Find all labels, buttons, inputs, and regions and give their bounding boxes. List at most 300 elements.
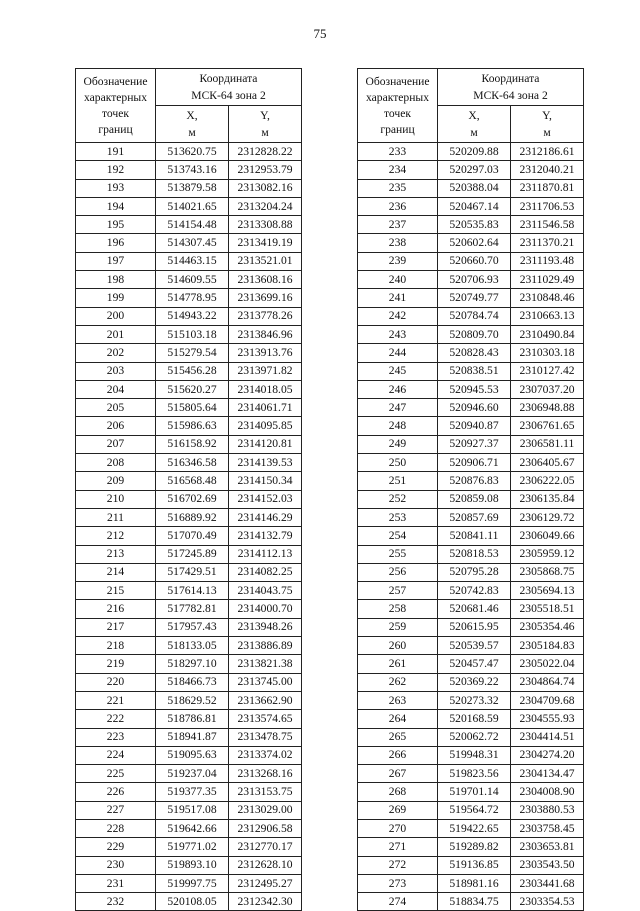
y-coordinate-cell: 2306761.65: [511, 417, 584, 435]
x-coordinate-cell: 516158.92: [156, 435, 229, 453]
x-coordinate-cell: 517070.49: [156, 527, 229, 545]
x-coordinate-cell: 518133.05: [156, 637, 229, 655]
x-coordinate-cell: 516568.48: [156, 472, 229, 490]
table-row: [358, 216, 584, 234]
y-coordinate-cell: 2313478.75: [229, 728, 302, 746]
y-coordinate-cell: 2304008.90: [511, 783, 584, 801]
point-number-cell: 246: [358, 380, 438, 398]
y-coordinate-cell: 2304709.68: [511, 691, 584, 709]
table-row: [358, 508, 584, 526]
x-coordinate-cell: 520681.46: [438, 600, 511, 618]
y-coordinate-cell: 2311029.49: [511, 271, 584, 289]
point-number-cell: 243: [358, 325, 438, 343]
x-coordinate-cell: 514307.45: [156, 234, 229, 252]
table-row: [76, 179, 302, 197]
x-coordinate-cell: 520945.53: [438, 380, 511, 398]
x-coordinate-cell: 520209.88: [438, 143, 511, 161]
x-coordinate-cell: 519642.66: [156, 819, 229, 837]
y-coordinate-cell: 2313821.38: [229, 655, 302, 673]
table-row: [76, 527, 302, 545]
point-number-cell: 249: [358, 435, 438, 453]
y-coordinate-cell: 2303441.68: [511, 874, 584, 892]
point-number-cell: 204: [76, 380, 156, 398]
y-coordinate-cell: 2304274.20: [511, 746, 584, 764]
point-number-cell: 227: [76, 801, 156, 819]
y-coordinate-cell: 2313374.02: [229, 746, 302, 764]
point-number-cell: 257: [358, 582, 438, 600]
y-coordinate-cell: 2313846.96: [229, 325, 302, 343]
x-coordinate-cell: 515805.64: [156, 399, 229, 417]
point-number-cell: 264: [358, 710, 438, 728]
point-number-cell: 244: [358, 344, 438, 362]
x-coordinate-cell: 519701.14: [438, 783, 511, 801]
x-coordinate-cell: 519377.35: [156, 783, 229, 801]
point-number-cell: 256: [358, 563, 438, 581]
point-number-cell: 250: [358, 454, 438, 472]
point-number-cell: 237: [358, 216, 438, 234]
table-row: [76, 380, 302, 398]
table-row: [76, 874, 302, 892]
point-number-cell: 233: [358, 143, 438, 161]
point-number-cell: 270: [358, 819, 438, 837]
table-row: [358, 490, 584, 508]
x-coordinate-cell: 520467.14: [438, 197, 511, 215]
point-number-cell: 262: [358, 673, 438, 691]
y-coordinate-cell: 2305518.51: [511, 600, 584, 618]
coordinates-table-right: [357, 68, 584, 911]
x-coordinate-cell: 515456.28: [156, 362, 229, 380]
y-coordinate-cell: 2305184.83: [511, 637, 584, 655]
x-coordinate-cell: 520749.77: [438, 289, 511, 307]
y-coordinate-cell: 2304555.93: [511, 710, 584, 728]
table-row: [76, 325, 302, 343]
x-coordinate-cell: 517245.89: [156, 545, 229, 563]
point-number-cell: 260: [358, 637, 438, 655]
point-number-cell: 202: [76, 344, 156, 362]
y-coordinate-cell: 2313886.89: [229, 637, 302, 655]
point-number-cell: 232: [76, 893, 156, 911]
y-coordinate-cell: 2313268.16: [229, 765, 302, 783]
table-row: [358, 783, 584, 801]
table-row: [76, 417, 302, 435]
y-coordinate-cell: 2305354.46: [511, 618, 584, 636]
table-row: [358, 435, 584, 453]
y-coordinate-cell: 2305959.12: [511, 545, 584, 563]
y-coordinate-cell: 2303653.81: [511, 838, 584, 856]
y-coordinate-cell: 2304864.74: [511, 673, 584, 691]
x-coordinate-cell: 517429.51: [156, 563, 229, 581]
table-row: [76, 143, 302, 161]
table-row: [358, 819, 584, 837]
point-number-cell: 261: [358, 655, 438, 673]
point-number-cell: 211: [76, 508, 156, 526]
point-number-cell: 210: [76, 490, 156, 508]
x-coordinate-cell: 520273.32: [438, 691, 511, 709]
table-row: [358, 307, 584, 325]
point-number-cell: 248: [358, 417, 438, 435]
table-row: [358, 856, 584, 874]
point-number-cell: 191: [76, 143, 156, 161]
point-number-cell: 219: [76, 655, 156, 673]
table-row: [358, 728, 584, 746]
point-number-cell: 229: [76, 838, 156, 856]
x-coordinate-cell: 520828.43: [438, 344, 511, 362]
y-coordinate-cell: 2303543.50: [511, 856, 584, 874]
point-number-cell: 255: [358, 545, 438, 563]
table-row: [76, 746, 302, 764]
x-coordinate-cell: 514943.22: [156, 307, 229, 325]
y-coordinate-cell: 2313699.16: [229, 289, 302, 307]
y-coordinate-cell: 2303880.53: [511, 801, 584, 819]
y-coordinate-cell: 2313971.82: [229, 362, 302, 380]
table-row: [358, 637, 584, 655]
point-number-cell: 265: [358, 728, 438, 746]
x-coordinate-cell: 518786.81: [156, 710, 229, 728]
table-row: [76, 197, 302, 215]
table-row: [76, 618, 302, 636]
x-coordinate-cell: 518834.75: [438, 893, 511, 911]
point-number-cell: 259: [358, 618, 438, 636]
y-coordinate-cell: 2305868.75: [511, 563, 584, 581]
point-number-cell: 222: [76, 710, 156, 728]
x-coordinate-cell: 520706.93: [438, 271, 511, 289]
y-coordinate-cell: 2304134.47: [511, 765, 584, 783]
point-number-cell: 214: [76, 563, 156, 581]
point-number-cell: 218: [76, 637, 156, 655]
y-coordinate-cell: 2312342.30: [229, 893, 302, 911]
table-row: [76, 362, 302, 380]
table-row: [76, 271, 302, 289]
x-coordinate-cell: 520946.60: [438, 399, 511, 417]
y-coordinate-cell: 2313204.24: [229, 197, 302, 215]
x-coordinate-cell: 516702.69: [156, 490, 229, 508]
point-number-cell: 273: [358, 874, 438, 892]
point-number-cell: 258: [358, 600, 438, 618]
header-y-label: Y, м: [229, 106, 302, 143]
y-coordinate-cell: 2306948.88: [511, 399, 584, 417]
x-coordinate-cell: 515986.63: [156, 417, 229, 435]
y-coordinate-cell: 2313419.19: [229, 234, 302, 252]
table-row: [76, 216, 302, 234]
x-coordinate-cell: 520906.71: [438, 454, 511, 472]
point-number-cell: 213: [76, 545, 156, 563]
x-coordinate-cell: 516346.58: [156, 454, 229, 472]
table-row: [358, 765, 584, 783]
point-number-cell: 241: [358, 289, 438, 307]
table-row: [76, 399, 302, 417]
x-coordinate-cell: 514609.55: [156, 271, 229, 289]
header-x-label: X, м: [438, 106, 511, 143]
point-number-cell: 268: [358, 783, 438, 801]
x-coordinate-cell: 520876.83: [438, 472, 511, 490]
table-row: [76, 472, 302, 490]
y-coordinate-cell: 2307037.20: [511, 380, 584, 398]
table-row: [358, 563, 584, 581]
x-coordinate-cell: 520838.51: [438, 362, 511, 380]
x-coordinate-cell: 513620.75: [156, 143, 229, 161]
x-coordinate-cell: 514154.48: [156, 216, 229, 234]
y-coordinate-cell: 2304414.51: [511, 728, 584, 746]
point-number-cell: 263: [358, 691, 438, 709]
y-coordinate-cell: 2314095.85: [229, 417, 302, 435]
point-number-cell: 225: [76, 765, 156, 783]
header-x-label: X, м: [156, 106, 229, 143]
table-row: [76, 454, 302, 472]
x-coordinate-cell: 519893.10: [156, 856, 229, 874]
table-row: [76, 783, 302, 801]
coordinates-table-left: [75, 68, 302, 911]
point-number-cell: 253: [358, 508, 438, 526]
point-number-cell: 274: [358, 893, 438, 911]
point-number-cell: 207: [76, 435, 156, 453]
point-number-cell: 230: [76, 856, 156, 874]
y-coordinate-cell: 2313574.65: [229, 710, 302, 728]
header-coordinate-title: Координата МСК-64 зона 2: [438, 69, 584, 106]
point-number-cell: 196: [76, 234, 156, 252]
table-row: [358, 600, 584, 618]
point-number-cell: 234: [358, 161, 438, 179]
y-coordinate-cell: 2310303.18: [511, 344, 584, 362]
x-coordinate-cell: 520927.37: [438, 435, 511, 453]
y-coordinate-cell: 2306581.11: [511, 435, 584, 453]
point-number-cell: 242: [358, 307, 438, 325]
table-row: [76, 637, 302, 655]
point-number-cell: 231: [76, 874, 156, 892]
x-coordinate-cell: 520940.87: [438, 417, 511, 435]
y-coordinate-cell: 2310848.46: [511, 289, 584, 307]
y-coordinate-cell: 2314120.81: [229, 435, 302, 453]
y-coordinate-cell: 2310127.42: [511, 362, 584, 380]
table-row: [76, 490, 302, 508]
x-coordinate-cell: 517782.81: [156, 600, 229, 618]
y-coordinate-cell: 2312906.58: [229, 819, 302, 837]
x-coordinate-cell: 520784.74: [438, 307, 511, 325]
x-coordinate-cell: 517957.43: [156, 618, 229, 636]
point-number-cell: 200: [76, 307, 156, 325]
table-body-left: [76, 143, 302, 911]
table-row: [358, 179, 584, 197]
table-row: [358, 545, 584, 563]
y-coordinate-cell: 2313948.26: [229, 618, 302, 636]
x-coordinate-cell: 515103.18: [156, 325, 229, 343]
table-row: [358, 655, 584, 673]
x-coordinate-cell: 519289.82: [438, 838, 511, 856]
x-coordinate-cell: 516889.92: [156, 508, 229, 526]
table-row: [358, 161, 584, 179]
table-row: [76, 728, 302, 746]
x-coordinate-cell: 519564.72: [438, 801, 511, 819]
y-coordinate-cell: 2314043.75: [229, 582, 302, 600]
y-coordinate-cell: 2310663.13: [511, 307, 584, 325]
table-row: [76, 765, 302, 783]
y-coordinate-cell: 2313745.00: [229, 673, 302, 691]
point-number-cell: 209: [76, 472, 156, 490]
table-row: [76, 252, 302, 270]
table-row: [76, 563, 302, 581]
y-coordinate-cell: 2311706.53: [511, 197, 584, 215]
x-coordinate-cell: 520388.04: [438, 179, 511, 197]
point-number-cell: 197: [76, 252, 156, 270]
x-coordinate-cell: 519237.04: [156, 765, 229, 783]
y-coordinate-cell: 2303758.45: [511, 819, 584, 837]
y-coordinate-cell: 2313662.90: [229, 691, 302, 709]
point-number-cell: 216: [76, 600, 156, 618]
point-number-cell: 236: [358, 197, 438, 215]
x-coordinate-cell: 520297.03: [438, 161, 511, 179]
table-row: [358, 252, 584, 270]
table-row: [358, 618, 584, 636]
point-number-cell: 193: [76, 179, 156, 197]
point-number-cell: 194: [76, 197, 156, 215]
table-row: [358, 527, 584, 545]
x-coordinate-cell: 519422.65: [438, 819, 511, 837]
x-coordinate-cell: 518941.87: [156, 728, 229, 746]
table-row: [358, 838, 584, 856]
point-number-cell: 205: [76, 399, 156, 417]
table-row: [76, 508, 302, 526]
x-coordinate-cell: 520168.59: [438, 710, 511, 728]
y-coordinate-cell: 2314139.53: [229, 454, 302, 472]
y-coordinate-cell: 2306135.84: [511, 490, 584, 508]
y-coordinate-cell: 2314018.05: [229, 380, 302, 398]
table-row: [358, 417, 584, 435]
point-number-cell: 206: [76, 417, 156, 435]
x-coordinate-cell: 520108.05: [156, 893, 229, 911]
x-coordinate-cell: 514778.95: [156, 289, 229, 307]
point-number-cell: 269: [358, 801, 438, 819]
y-coordinate-cell: 2313913.76: [229, 344, 302, 362]
point-number-cell: 235: [358, 179, 438, 197]
table-row: [76, 691, 302, 709]
point-number-cell: 245: [358, 362, 438, 380]
x-coordinate-cell: 520857.69: [438, 508, 511, 526]
x-coordinate-cell: 519136.85: [438, 856, 511, 874]
point-number-cell: 208: [76, 454, 156, 472]
point-number-cell: 226: [76, 783, 156, 801]
x-coordinate-cell: 520369.22: [438, 673, 511, 691]
point-number-cell: 267: [358, 765, 438, 783]
x-coordinate-cell: 519095.63: [156, 746, 229, 764]
table-row: [76, 710, 302, 728]
x-coordinate-cell: 520535.83: [438, 216, 511, 234]
x-coordinate-cell: 514021.65: [156, 197, 229, 215]
x-coordinate-cell: 517614.13: [156, 582, 229, 600]
x-coordinate-cell: 513743.16: [156, 161, 229, 179]
x-coordinate-cell: 518466.73: [156, 673, 229, 691]
y-coordinate-cell: 2311870.81: [511, 179, 584, 197]
header-point-label: Обозначение характерных точек границ: [76, 69, 156, 143]
x-coordinate-cell: 519517.08: [156, 801, 229, 819]
point-number-cell: 252: [358, 490, 438, 508]
y-coordinate-cell: 2306405.67: [511, 454, 584, 472]
x-coordinate-cell: 520615.95: [438, 618, 511, 636]
x-coordinate-cell: 520062.72: [438, 728, 511, 746]
y-coordinate-cell: 2313308.88: [229, 216, 302, 234]
table-row: [76, 838, 302, 856]
table-row: [76, 161, 302, 179]
y-coordinate-cell: 2306222.05: [511, 472, 584, 490]
table-row: [358, 472, 584, 490]
point-number-cell: 240: [358, 271, 438, 289]
x-coordinate-cell: 518629.52: [156, 691, 229, 709]
y-coordinate-cell: 2310490.84: [511, 325, 584, 343]
header-y-label: Y, м: [511, 106, 584, 143]
y-coordinate-cell: 2313778.26: [229, 307, 302, 325]
y-coordinate-cell: 2305694.13: [511, 582, 584, 600]
x-coordinate-cell: 514463.15: [156, 252, 229, 270]
table-row: [76, 819, 302, 837]
x-coordinate-cell: 515279.54: [156, 344, 229, 362]
table-row: [358, 801, 584, 819]
y-coordinate-cell: 2303354.53: [511, 893, 584, 911]
x-coordinate-cell: 519997.75: [156, 874, 229, 892]
y-coordinate-cell: 2312628.10: [229, 856, 302, 874]
y-coordinate-cell: 2313521.01: [229, 252, 302, 270]
y-coordinate-cell: 2311546.58: [511, 216, 584, 234]
table-row: [76, 655, 302, 673]
point-number-cell: 215: [76, 582, 156, 600]
table-row: [358, 344, 584, 362]
header-coordinate-title: Координата МСК-64 зона 2: [156, 69, 302, 106]
x-coordinate-cell: 520859.08: [438, 490, 511, 508]
y-coordinate-cell: 2312770.17: [229, 838, 302, 856]
x-coordinate-cell: 520795.28: [438, 563, 511, 581]
y-coordinate-cell: 2314150.34: [229, 472, 302, 490]
y-coordinate-cell: 2314132.79: [229, 527, 302, 545]
table-row: [358, 143, 584, 161]
y-coordinate-cell: 2314152.03: [229, 490, 302, 508]
table-row: [76, 545, 302, 563]
point-number-cell: 217: [76, 618, 156, 636]
point-number-cell: 198: [76, 271, 156, 289]
point-number-cell: 223: [76, 728, 156, 746]
y-coordinate-cell: 2312186.61: [511, 143, 584, 161]
x-coordinate-cell: 518297.10: [156, 655, 229, 673]
table-body-right: [358, 143, 584, 911]
point-number-cell: 224: [76, 746, 156, 764]
y-coordinate-cell: 2312953.79: [229, 161, 302, 179]
table-row: [76, 307, 302, 325]
table-row: [76, 600, 302, 618]
table-row: [358, 710, 584, 728]
table-row: [358, 380, 584, 398]
y-coordinate-cell: 2305022.04: [511, 655, 584, 673]
table-row: [358, 362, 584, 380]
x-coordinate-cell: 520660.70: [438, 252, 511, 270]
point-number-cell: 272: [358, 856, 438, 874]
y-coordinate-cell: 2314112.13: [229, 545, 302, 563]
y-coordinate-cell: 2314000.70: [229, 600, 302, 618]
table-row: [358, 234, 584, 252]
table-row: [358, 399, 584, 417]
point-number-cell: 271: [358, 838, 438, 856]
point-number-cell: 201: [76, 325, 156, 343]
point-number-cell: 221: [76, 691, 156, 709]
point-number-cell: 195: [76, 216, 156, 234]
y-coordinate-cell: 2313082.16: [229, 179, 302, 197]
point-number-cell: 220: [76, 673, 156, 691]
table-row: [358, 289, 584, 307]
table-row: [358, 893, 584, 911]
table-row: [358, 691, 584, 709]
x-coordinate-cell: 520539.57: [438, 637, 511, 655]
point-number-cell: 247: [358, 399, 438, 417]
point-number-cell: 192: [76, 161, 156, 179]
table-row: [76, 289, 302, 307]
point-number-cell: 251: [358, 472, 438, 490]
table-row: [358, 454, 584, 472]
x-coordinate-cell: 520809.70: [438, 325, 511, 343]
